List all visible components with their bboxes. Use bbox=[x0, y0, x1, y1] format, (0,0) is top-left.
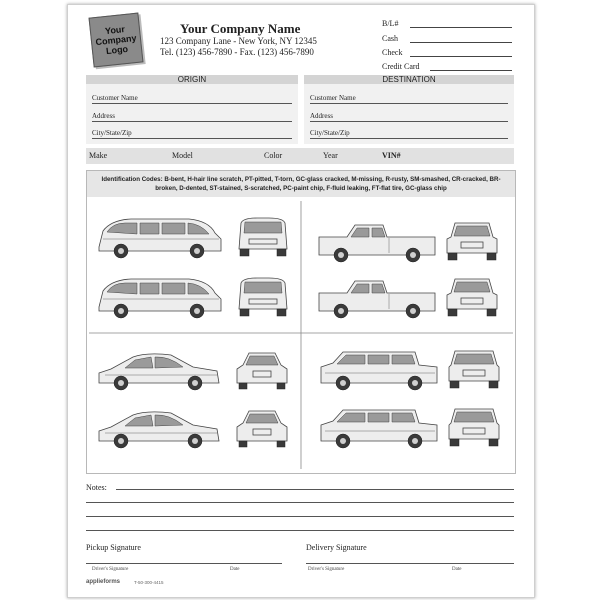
suv-side-icon[interactable] bbox=[321, 352, 437, 390]
identification-codes: Identification Codes: B-bent, H-hair line scratch, PT-pitted, T-torn, GC-glass cracked, M-missing, R-rusty, SM-smashed, CR-cracked, BR-broken, D-dented, ST-stained, S-scratched, PC-paint chip, F-fluid leaking, FT-flat tire, GC-glass chip bbox=[101, 176, 501, 192]
vehicle-info-row[interactable] bbox=[86, 148, 514, 164]
notes-line-4[interactable] bbox=[86, 530, 514, 531]
pickup-drivers-signature-label: Driver's Signature bbox=[92, 567, 129, 572]
destination-customer-name-field[interactable] bbox=[310, 103, 508, 104]
cash-field[interactable] bbox=[410, 42, 512, 43]
credit-card-field[interactable] bbox=[430, 70, 512, 71]
company-address: 123 Company Lane - New York, NY 12345 bbox=[160, 36, 317, 46]
color-label: Color bbox=[264, 151, 283, 160]
notes-line-3[interactable] bbox=[86, 516, 514, 517]
pickup-side-icon[interactable] bbox=[319, 225, 435, 262]
pickup-side-icon[interactable] bbox=[319, 281, 435, 318]
delivery-signature-field[interactable] bbox=[306, 563, 514, 564]
pickup-date-label: Date bbox=[230, 567, 240, 572]
suv-front-icon[interactable] bbox=[449, 409, 499, 446]
pickup-signature-label: Pickup Signature bbox=[86, 543, 141, 552]
check-field[interactable] bbox=[410, 56, 512, 57]
company-phone: Tel. (123) 456-7890 - Fax. (123) 456-7890 bbox=[160, 47, 314, 57]
sedan-side-icon[interactable] bbox=[99, 412, 219, 448]
origin-customer-name-field[interactable] bbox=[92, 103, 292, 104]
van-front-icon[interactable] bbox=[239, 278, 287, 316]
notes-line-2[interactable] bbox=[86, 502, 514, 503]
vehicle-diagrams bbox=[87, 197, 515, 473]
destination-city-label: City/State/Zip bbox=[310, 129, 350, 137]
destination-city-field[interactable] bbox=[310, 138, 508, 139]
pickup-front-icon[interactable] bbox=[447, 223, 497, 260]
sedan-side-icon[interactable] bbox=[99, 354, 219, 390]
pickup-rear-icon[interactable] bbox=[447, 279, 497, 316]
origin-title: ORIGIN bbox=[86, 75, 298, 84]
origin-city-label: City/State/Zip bbox=[92, 129, 132, 137]
footer-code: T-50-300-4415 bbox=[134, 580, 164, 585]
delivery-signature-label: Delivery Signature bbox=[306, 543, 367, 552]
cash-label: Cash bbox=[382, 34, 398, 43]
footer-brand: applieforms bbox=[86, 579, 121, 585]
sedan-front-icon[interactable] bbox=[237, 411, 287, 447]
origin-customer-name-label: Customer Name bbox=[92, 94, 138, 102]
logo-text: Your Company Logo bbox=[95, 24, 137, 57]
suv-side-icon[interactable] bbox=[321, 410, 437, 448]
delivery-drivers-signature-label: Driver's Signature bbox=[308, 567, 345, 572]
destination-customer-name-label: Customer Name bbox=[310, 94, 356, 102]
destination-address-label: Address bbox=[310, 112, 333, 120]
company-logo bbox=[89, 13, 144, 68]
sedan-rear-icon[interactable] bbox=[237, 353, 287, 389]
damage-diagram-panel bbox=[86, 170, 516, 474]
bl-field[interactable] bbox=[410, 27, 512, 28]
year-label: Year bbox=[323, 151, 338, 160]
credit-card-label: Credit Card bbox=[382, 62, 420, 71]
origin-city-field[interactable] bbox=[92, 138, 292, 139]
check-label: Check bbox=[382, 48, 403, 57]
model-label: Model bbox=[172, 151, 193, 160]
make-label: Make bbox=[89, 151, 108, 160]
delivery-date-label: Date bbox=[452, 567, 462, 572]
company-name: Your Company Name bbox=[180, 21, 301, 36]
pickup-signature-field[interactable] bbox=[86, 563, 282, 564]
bl-label: B/L# bbox=[382, 19, 399, 28]
notes-line-1[interactable] bbox=[116, 489, 514, 490]
origin-address-label: Address bbox=[92, 112, 115, 120]
notes-label: Notes: bbox=[86, 483, 107, 492]
van-side-icon[interactable] bbox=[99, 219, 221, 258]
suv-rear-icon[interactable] bbox=[449, 351, 499, 388]
inspection-form bbox=[67, 4, 535, 598]
destination-title: DESTINATION bbox=[304, 75, 514, 84]
van-rear-icon[interactable] bbox=[239, 218, 287, 256]
origin-address-field[interactable] bbox=[92, 121, 292, 122]
van-side-icon[interactable] bbox=[99, 279, 221, 318]
destination-address-field[interactable] bbox=[310, 121, 508, 122]
vin-label: VIN# bbox=[382, 151, 401, 160]
